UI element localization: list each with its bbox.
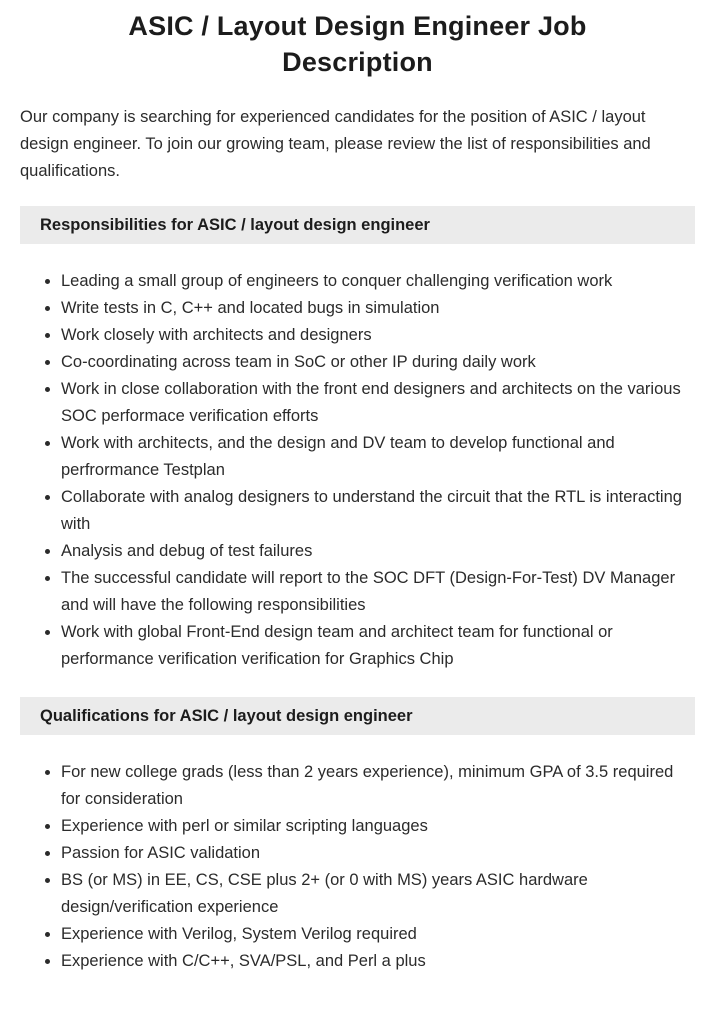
section-responsibilities <box>20 206 695 673</box>
list-item: • Collaborate with analog designers to understand the circuit that the RTL is interacting with <box>61 484 695 538</box>
qualifications-heading: Qualifications for ASIC / layout design engineer <box>20 697 695 735</box>
list-item: • Work with architects, and the design and DV team to develop functional and perfrormance Testplan <box>61 430 695 484</box>
list-item: • For new college grads (less than 2 years experience), minimum GPA of 3.5 required for consideration <box>61 759 695 813</box>
list-item: • The successful candidate will report to the SOC DFT (Design-For-Test) DV Manager and will have the following responsibilities <box>61 565 695 619</box>
list-item: • Leading a small group of engineers to conquer challenging verification work <box>61 268 695 295</box>
qualifications-list <box>20 759 695 975</box>
responsibilities-heading: Responsibilities for ASIC / layout design engineer <box>20 206 695 244</box>
section-qualifications <box>20 697 695 975</box>
responsibilities-list <box>20 268 695 673</box>
list-item: • Experience with perl or similar scripting languages <box>61 813 695 840</box>
list-item: • Work in close collaboration with the front end designers and architects on the various SOC performace verification efforts <box>61 376 695 430</box>
page-title-line-2: Description <box>282 47 433 77</box>
list-item: • Write tests in C, C++ and located bugs in simulation <box>61 295 695 322</box>
list-item: • BS (or MS) in EE, CS, CSE plus 2+ (or 0 with MS) years ASIC hardware design/verification experience <box>61 867 695 921</box>
list-item: • Analysis and debug of test failures <box>61 538 695 565</box>
list-item: • Experience with Verilog, System Verilog required <box>61 921 695 948</box>
list-item: • Work closely with architects and designers <box>61 322 695 349</box>
list-item: • Passion for ASIC validation <box>61 840 695 867</box>
page-title <box>20 8 695 80</box>
intro-paragraph: Our company is searching for experienced candidates for the position of ASIC / layout design engineer. To join our growing team, please review the list of responsibilities and qualifications. <box>20 108 651 180</box>
page-title-line-1: ASIC / Layout Design Engineer Job <box>128 11 587 41</box>
list-item: • Work with global Front-End design team and architect team for functional or performance verification verification for Graphics Chip <box>61 619 695 673</box>
list-item: • Experience with C/C++, SVA/PSL, and Perl a plus <box>61 948 695 975</box>
list-item: • Co-coordinating across team in SoC or other IP during daily work <box>61 349 695 376</box>
